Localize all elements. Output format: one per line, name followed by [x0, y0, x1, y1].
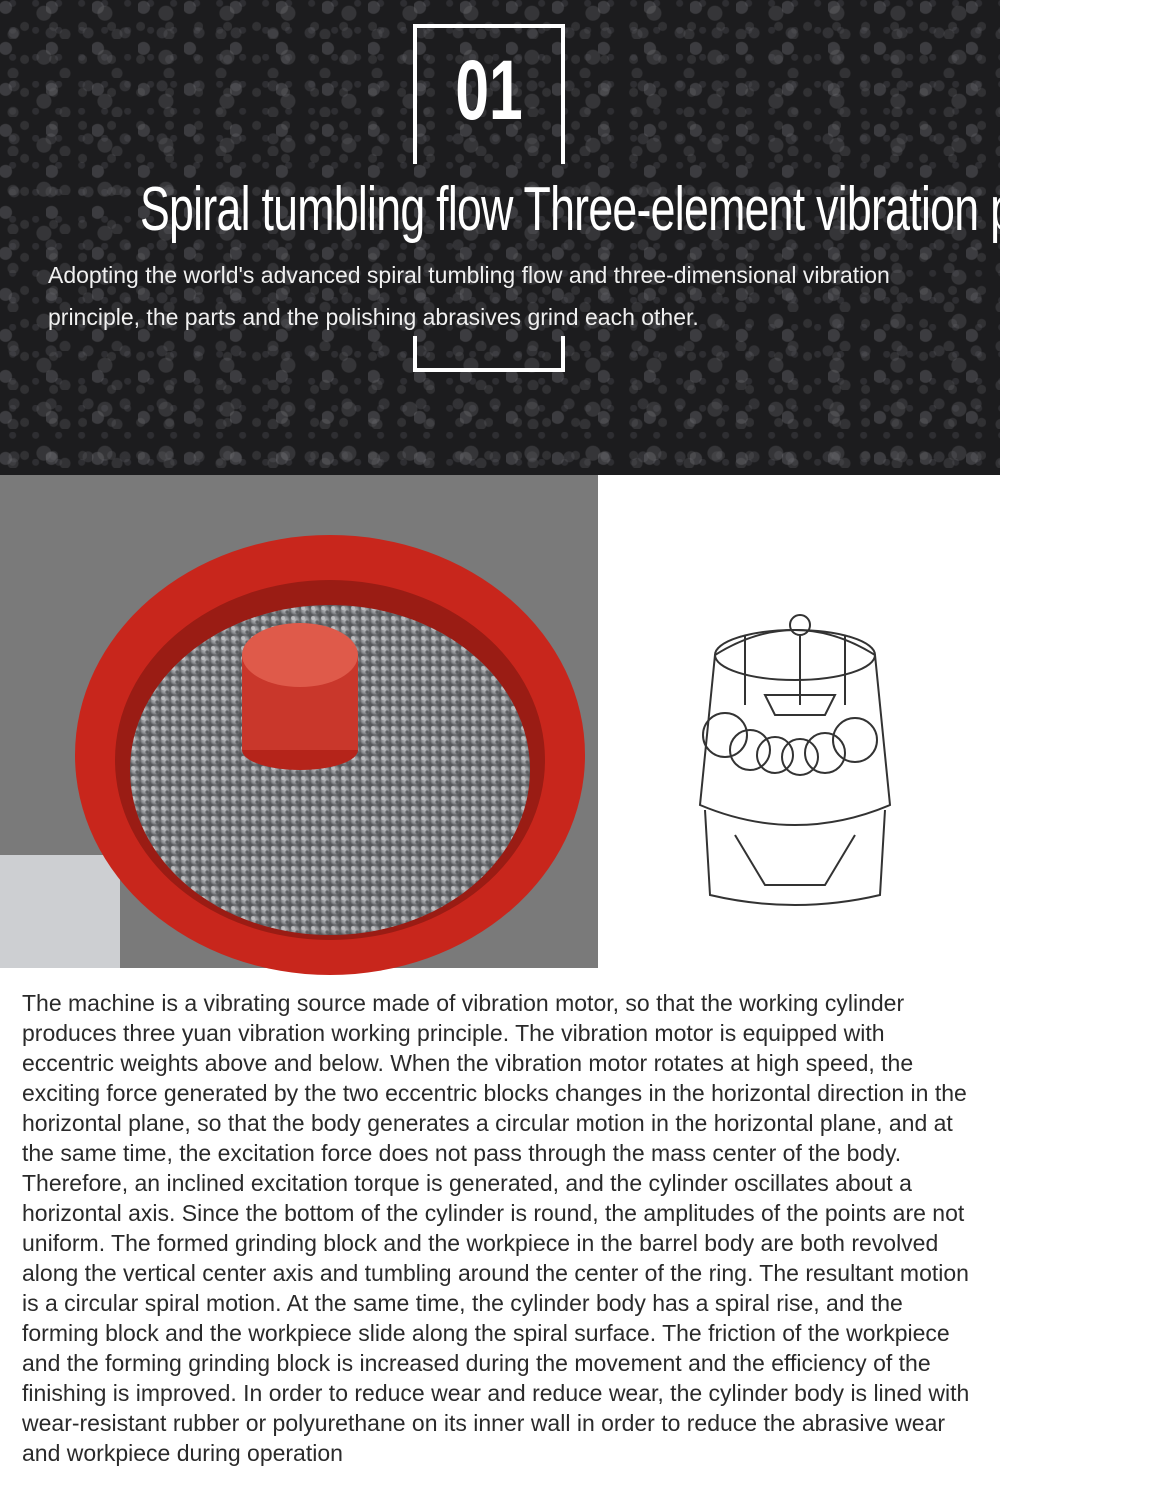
description-paragraph: The machine is a vibrating source made of vibration motor, so that the working cylinder produces three yuan vibration working principle. The vibration motor is equipped with eccentric weights above and below. When the vibration motor rotates at high speed, the exciting force generated by the two eccentric blocks changes in the horizontal direction in the horizontal plane, so that the body generates a circular motion in the horizontal plane, and at the same time, the excitation force does not pass through the mass center of the body. Therefore, an inclined excitation torque is generated, and the cylinder oscillates about a horizontal axis. Since the bottom of the cylinder is round, the amplitudes of the points are not uniform. The formed grinding block and the workpiece in the barrel body are both revolved along the vertical center axis and tumbling around the center of the ring. The resultant motion is a circular spiral motion. At the same time, the cylinder body has a spiral rise, and the forming block and the workpiece slide along the spiral surface. The friction of the workpiece and the forming grinding block is increased during the movement and the efficiency of the finishing is improved. In order to reduce wear and reduce wear, the cylinder body is lined with wear-resistant rubber or polyurethane on its inner wall in order to reduce the abrasive wear and workpiece during operation: [22, 990, 970, 1466]
hero-banner: [0, 0, 1150, 475]
section-subtitle: [48, 254, 978, 338]
vibration-diagram: [675, 595, 915, 915]
section-number: 01: [455, 43, 523, 137]
machine-photo-art: [0, 475, 598, 968]
section-title: Spiral tumbling flow Three-element vibration principle: [140, 175, 1150, 244]
subtitle-line-1: Adopting the world's advanced spiral tumbling flow and three-dimensional vibration: [48, 262, 890, 288]
frame-bottom: [413, 336, 565, 372]
machine-photo: [0, 475, 598, 968]
images-row: [0, 475, 1000, 970]
subtitle-line-2: principle, the parts and the polishing abrasives grind each other.: [48, 304, 699, 330]
side-object: [0, 855, 120, 968]
center-column-top: [242, 623, 358, 687]
